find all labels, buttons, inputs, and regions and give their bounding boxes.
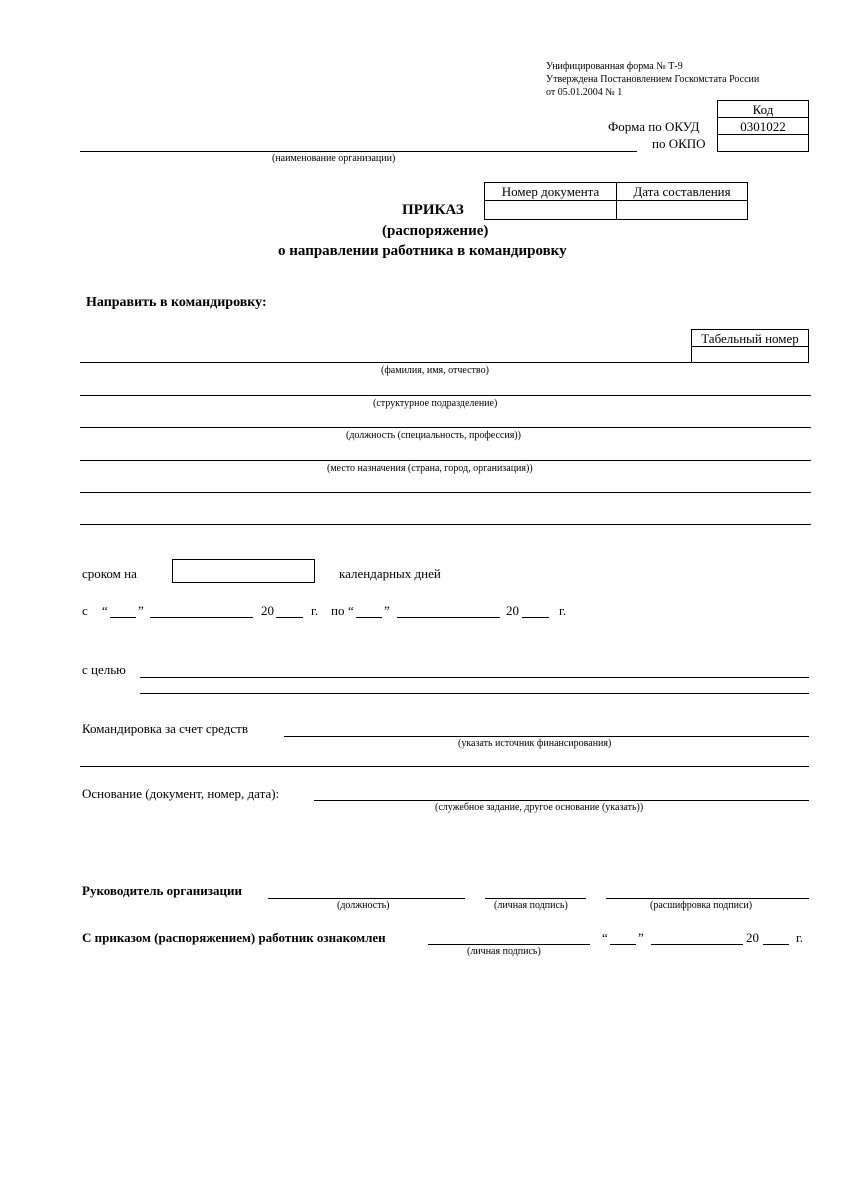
tab-number-field[interactable]	[691, 346, 809, 363]
okpo-value-field[interactable]	[717, 134, 809, 152]
funding-field-2[interactable]	[80, 766, 809, 767]
funding-label: Командировка за счет средств	[82, 721, 248, 736]
quote-open-icon: “	[102, 603, 108, 618]
to-year-prefix: 20	[506, 603, 519, 618]
okpo-label: по ОКПО	[652, 136, 706, 151]
form-approval-date: от 05.01.2004 № 1	[546, 87, 623, 98]
position-field[interactable]	[80, 427, 811, 428]
document-subtitle: (распоряжение)	[382, 223, 489, 239]
form-approval: Утверждена Постановлением Госкомстата России	[546, 74, 760, 85]
to-year-field[interactable]	[522, 617, 549, 618]
tab-number-header: Табельный номер	[691, 329, 809, 347]
okud-value-field[interactable]: 0301022	[717, 117, 809, 135]
date-from-label: с	[82, 603, 88, 618]
ack-label: С приказом (распоряжением) работник ознакомлен	[82, 930, 386, 945]
from-year-field[interactable]	[276, 617, 303, 618]
section-heading: Направить в командировку:	[86, 295, 267, 310]
head-signature-caption: (личная подпись)	[494, 900, 568, 911]
to-month-field[interactable]	[397, 617, 500, 618]
fio-caption: (фамилия, имя, отчество)	[381, 365, 489, 376]
department-caption: (структурное подразделение)	[373, 398, 498, 409]
basis-caption: (служебное задание, другое основание (указать))	[435, 802, 644, 813]
head-position-caption: (должность)	[337, 900, 390, 911]
destination-field[interactable]	[80, 460, 811, 461]
ack-quote-close-icon: ”	[638, 930, 644, 945]
doc-number-field[interactable]	[484, 200, 617, 220]
basis-field[interactable]	[314, 800, 809, 801]
ack-signature-field[interactable]	[428, 944, 590, 945]
position-caption: (должность (специальность, профессия))	[346, 430, 521, 441]
fio-field[interactable]	[80, 362, 691, 363]
code-header: Код	[717, 100, 809, 118]
basis-label: Основание (документ, номер, дата):	[82, 786, 280, 801]
funding-caption: (указать источник финансирования)	[458, 738, 612, 749]
from-day-field[interactable]	[110, 617, 136, 618]
doc-number-header: Номер документа	[484, 182, 617, 201]
to-day-field[interactable]	[356, 617, 382, 618]
term-days-field[interactable]	[172, 559, 315, 583]
doc-date-header: Дата составления	[616, 182, 748, 201]
ack-year-field[interactable]	[763, 944, 789, 945]
form-number: Унифицированная форма № Т-9	[546, 61, 683, 72]
head-decoding-caption: (расшифровка подписи)	[650, 900, 753, 911]
organization-caption: (наименование организации)	[272, 153, 396, 164]
department-field[interactable]	[80, 395, 811, 396]
doc-date-field[interactable]	[616, 200, 748, 220]
ack-day-field[interactable]	[610, 944, 636, 945]
from-year-prefix: 20	[261, 603, 274, 618]
ack-signature-caption: (личная подпись)	[467, 946, 541, 957]
term-days-label: календарных дней	[339, 566, 441, 581]
document-title: ПРИКАЗ	[402, 202, 464, 218]
purpose-field-2[interactable]	[140, 693, 809, 694]
okud-label: Форма по ОКУД	[608, 119, 700, 134]
ack-month-field[interactable]	[651, 944, 743, 945]
from-year-suffix: г.	[311, 603, 319, 618]
document-purpose-title: о направлении работника в командировку	[278, 243, 567, 259]
from-month-field[interactable]	[150, 617, 253, 618]
destination-field-2[interactable]	[80, 492, 811, 493]
destination-caption: (место назначения (страна, город, организация))	[327, 463, 533, 474]
to-year-suffix: г.	[559, 603, 567, 618]
destination-field-3[interactable]	[80, 524, 811, 525]
head-decoding-field[interactable]	[606, 898, 809, 899]
purpose-label: с целью	[82, 662, 126, 677]
quote-close-icon-2: ”	[384, 603, 390, 618]
organization-field[interactable]	[80, 151, 637, 152]
funding-field[interactable]	[284, 736, 809, 737]
head-position-field[interactable]	[268, 898, 465, 899]
term-label: сроком на	[82, 566, 137, 581]
head-label: Руководитель организации	[82, 883, 242, 898]
ack-quote-open-icon: “	[602, 930, 608, 945]
quote-close-icon: ”	[138, 603, 144, 618]
ack-year-suffix: г.	[796, 930, 804, 945]
head-signature-field[interactable]	[485, 898, 586, 899]
ack-year-prefix: 20	[746, 930, 759, 945]
date-to-label: по	[331, 603, 345, 618]
purpose-field[interactable]	[140, 677, 809, 678]
quote-open-icon-2: “	[348, 603, 354, 618]
